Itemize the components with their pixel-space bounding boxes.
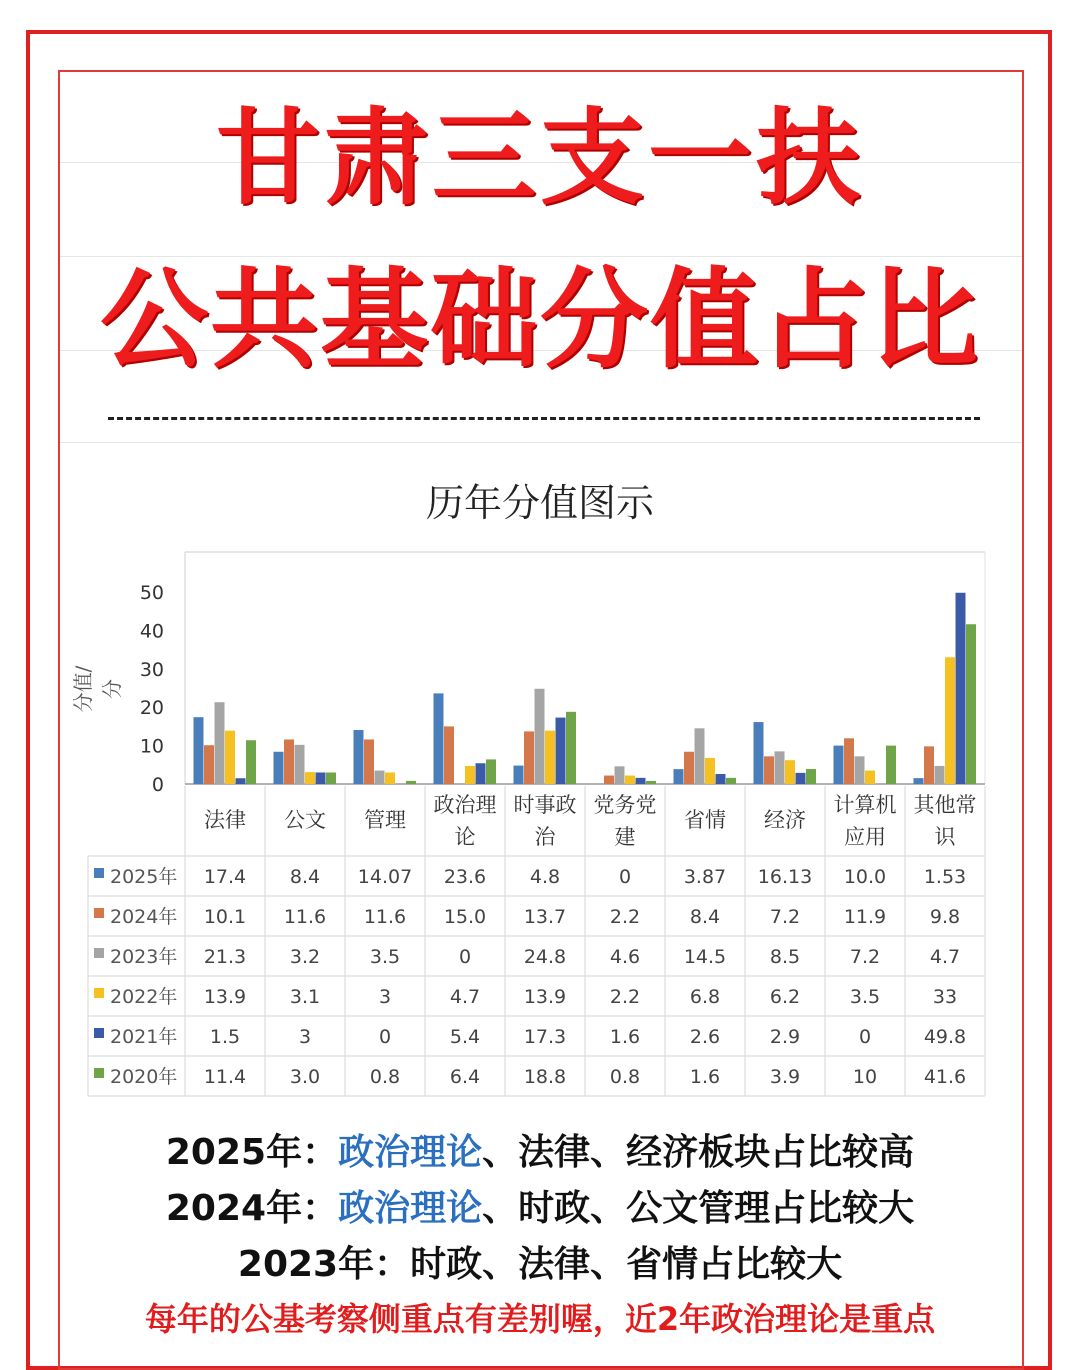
data-label: 3.5 [369,946,401,968]
data-label: 11.9 [843,906,887,928]
data-label: 3.5 [849,986,881,1008]
data-label: 0.8 [609,1066,641,1088]
data-label: 0 [618,866,632,888]
bar-2022年-公文 [305,772,315,784]
data-label: 13.9 [523,986,567,1008]
data-label: 41.6 [923,1066,967,1088]
x-category-label: 政治理 [433,793,497,817]
x-category-label: 论 [454,825,476,849]
data-label: 1.6 [689,1066,721,1088]
bar-2024年-党务党建 [604,776,614,784]
data-label: 6.4 [449,1066,481,1088]
bar-2024年-省情 [684,752,694,784]
bar-2021年-时事政治 [556,718,566,784]
data-label: 3.1 [289,986,321,1008]
data-label: 8.5 [769,946,801,968]
data-label: 0.8 [369,1066,401,1088]
bar-2020年-政治理论 [486,759,496,784]
data-label: 0 [858,1026,872,1048]
bar-2023年-公文 [295,745,305,784]
data-label: 2.9 [769,1026,801,1048]
bar-2022年-其他常识 [945,657,955,784]
x-category-label: 计算机 [833,793,897,817]
bar-2023年-管理 [375,771,385,784]
data-label: 2.2 [609,906,641,928]
data-label: 14.07 [357,866,413,888]
x-category-label: 时事政 [513,793,577,817]
bar-2022年-法律 [225,731,235,784]
bar-2020年-公文 [326,772,336,784]
data-label: 3.2 [289,946,321,968]
data-label: 2.2 [609,986,641,1008]
bar-2022年-管理 [385,772,395,784]
bar-2020年-法律 [246,740,256,784]
bar-2023年-经济 [775,751,785,784]
bar-2025年-其他常识 [914,778,924,784]
bar-2021年-省情 [716,774,726,784]
data-label: 10.1 [203,906,247,928]
bar-2023年-其他常识 [935,766,945,784]
x-category-label: 公文 [284,808,326,832]
bar-2020年-经济 [806,769,816,784]
data-label: 14.5 [683,946,727,968]
data-label: 10.0 [843,866,887,888]
data-label: 21.3 [203,946,247,968]
x-category-label: 治 [534,825,556,849]
bar-2020年-时事政治 [566,712,576,784]
data-label: 7.2 [769,906,801,928]
legend-swatch-2023年 [94,948,104,958]
x-category-label: 识 [934,825,956,849]
legend-swatch-2020年 [94,1068,104,1078]
y-tick-label: 40 [139,620,164,643]
data-label: 4.7 [929,946,961,968]
summary-line-1-rest: 、法律、经济板块占比较高 [482,1132,915,1173]
bar-2020年-管理 [406,781,416,784]
data-label: 6.2 [769,986,801,1008]
bar-2024年-管理 [364,739,374,784]
x-category-label: 法律 [204,808,246,832]
bar-2025年-省情 [674,769,684,784]
bar-2023年-党务党建 [615,766,625,784]
bar-2022年-政治理论 [465,766,475,784]
data-label: 5.4 [449,1026,481,1048]
data-label: 33 [932,986,958,1008]
data-label: 4.8 [529,866,561,888]
x-category-label: 省情 [684,808,726,832]
page-title-line2: 公共基础分值占比 [99,258,980,383]
bar-2025年-政治理论 [434,693,444,784]
data-label: 16.13 [757,866,813,888]
bar-2025年-法律 [194,717,204,784]
bar-2023年-省情 [695,728,705,784]
summary-line-3: 2023年：时政、法律、省情占比较大 [237,1244,843,1285]
bar-2024年-其他常识 [924,746,934,784]
bar-2023年-时事政治 [535,689,545,784]
data-label: 6.8 [689,986,721,1008]
bar-2025年-时事政治 [514,766,524,784]
y-tick-label: 30 [139,658,164,681]
summary-line-1-prefix: 2025年： [165,1132,339,1173]
legend-label-2020年: 2020年 [110,1066,178,1088]
data-label: 3.9 [769,1066,801,1088]
data-label: 8.4 [689,906,721,928]
page-title-line1: 甘肃三支一扶 [215,97,864,219]
data-label: 17.3 [523,1026,567,1048]
legend-swatch-2024年 [94,908,104,918]
bar-2020年-省情 [726,778,736,784]
bar-2021年-公文 [316,772,326,784]
summary-line-2-rest: 、时政、公文管理占比较大 [482,1188,915,1229]
data-label: 17.4 [203,866,247,888]
summary-line-2 [0,1180,1080,1231]
footnote: 每年的公基考察侧重点有差别喔，近2年政治理论是重点 [144,1300,936,1338]
bar-2025年-计算机应用 [834,746,844,784]
data-label: 7.2 [849,946,881,968]
y-tick-label: 10 [139,735,164,758]
data-label: 2.6 [689,1026,721,1048]
data-label: 1.5 [209,1026,241,1048]
data-label: 24.8 [523,946,567,968]
bar-2023年-法律 [215,702,225,784]
bar-2023年-计算机应用 [855,756,865,784]
bar-2022年-时事政治 [545,731,555,784]
bar-2021年-法律 [236,778,246,784]
data-label: 0 [458,946,472,968]
data-label: 3.87 [683,866,727,888]
legend-label-2024年: 2024年 [110,906,178,928]
legend-swatch-2022年 [94,988,104,998]
data-label: 11.4 [203,1066,247,1088]
data-label: 3 [378,986,392,1008]
legend-swatch-2021年 [94,1028,104,1038]
data-label: 11.6 [283,906,327,928]
bar-2024年-法律 [204,745,214,784]
bar-2021年-其他常识 [956,593,966,784]
data-label: 23.6 [443,866,487,888]
bar-2025年-经济 [754,722,764,784]
data-label: 49.8 [923,1026,967,1048]
bar-2025年-管理 [354,730,364,784]
summary-line-1-highlight: 政治理论 [338,1132,483,1173]
legend-label-2023年: 2023年 [110,946,178,968]
bar-2024年-公文 [284,739,294,784]
legend-label-2021年: 2021年 [110,1026,178,1048]
data-label: 3 [298,1026,312,1048]
y-tick-label: 50 [139,582,164,604]
summary-line-2-prefix: 2024年： [165,1188,339,1229]
data-label: 13.9 [203,986,247,1008]
bar-2025年-公文 [274,752,284,784]
summary-line-2-highlight: 政治理论 [338,1188,483,1229]
x-category-label: 建 [614,825,636,849]
bar-2022年-省情 [705,758,715,784]
bar-2021年-政治理论 [476,763,486,784]
bar-2020年-计算机应用 [886,746,896,784]
y-axis-label: 分值/分 [71,665,124,713]
data-label: 9.8 [929,906,961,928]
x-category-label: 管理 [364,808,406,832]
data-label: 13.7 [523,906,567,928]
data-label: 15.0 [443,906,487,928]
legend-label-2022年: 2022年 [110,986,178,1008]
x-category-label: 其他常 [913,793,977,817]
bar-2024年-政治理论 [444,726,454,784]
legend-swatch-2025年 [94,868,104,878]
data-label: 4.6 [609,946,641,968]
bar-2021年-经济 [796,773,806,784]
data-label: 3.0 [289,1066,321,1088]
data-label: 1.6 [609,1026,641,1048]
chart-title: 历年分值图示 [425,481,654,525]
data-label: 4.7 [449,986,481,1008]
bar-2022年-党务党建 [625,776,635,784]
data-label: 0 [378,1026,392,1048]
summary-line-1 [0,1124,1080,1175]
bar-2024年-时事政治 [524,731,534,784]
bar-2022年-计算机应用 [865,771,875,784]
bar-2020年-其他常识 [966,624,976,784]
bar-2021年-党务党建 [636,778,646,784]
legend-label-2025年: 2025年 [110,866,178,888]
data-label: 10 [852,1066,878,1088]
data-label: 1.53 [923,866,967,888]
y-tick-label: 0 [151,774,164,796]
bar-2020年-党务党建 [646,781,656,784]
x-category-label: 应用 [844,825,886,849]
data-label: 18.8 [523,1066,567,1088]
y-tick-label: 20 [139,697,164,720]
data-label: 11.6 [363,906,407,928]
bar-2024年-计算机应用 [844,738,854,784]
bar-2024年-经济 [764,756,774,784]
bar-2022年-经济 [785,760,795,784]
data-label: 8.4 [289,866,321,888]
x-category-label: 党务党 [593,793,657,817]
x-category-label: 经济 [764,808,806,832]
